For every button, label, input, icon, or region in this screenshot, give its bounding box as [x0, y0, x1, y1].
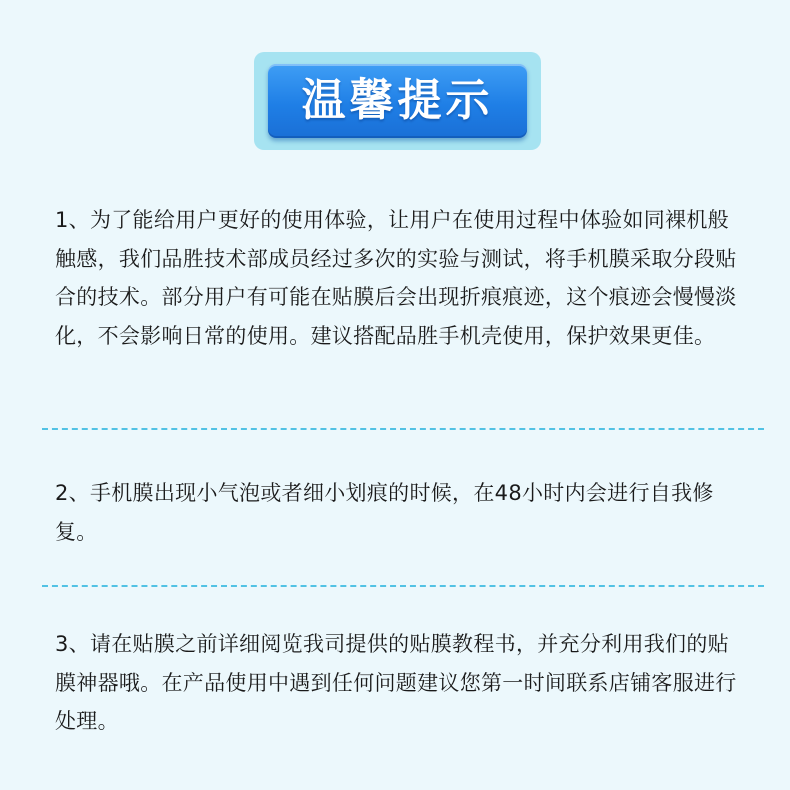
dashed-divider-2 — [42, 585, 764, 587]
notice-paragraph-3: 3、请在贴膜之前详细阅览我司提供的贴膜教程书，并充分利用我们的贴膜神器哦。在产品使用中遇到任何问题建议您第一时间联系店铺客服进行处理。 — [55, 632, 737, 733]
notice-paragraph-2: 2、手机膜出现小气泡或者细小划痕的时候，在48小时内会进行自我修复。 — [55, 481, 714, 544]
notice-paragraph-1: 1、为了能给用户更好的使用体验，让用户在使用过程中体验如同裸机般触感，我们品胜技术部成员经过多次的实验与测试，将手机膜采取分段贴合的技术。部分用户有可能在贴膜后会出现折痕痕迹，这个痕迹会慢慢淡化，不会影响日常的使用。建议搭配品胜手机壳使用，保护效果更佳。 — [55, 208, 737, 348]
dashed-divider-1 — [42, 428, 764, 430]
title-badge-frame — [254, 52, 541, 150]
title-badge — [268, 64, 527, 138]
page-title: 温馨提示 — [301, 75, 494, 126]
